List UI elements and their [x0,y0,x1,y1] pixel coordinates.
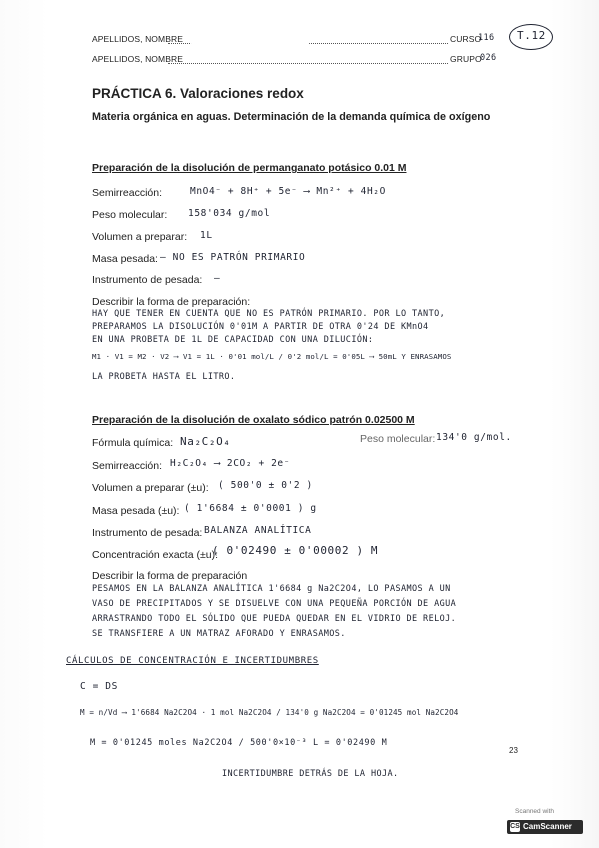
s2-mass-value: ( 1'6684 ± 0'0001 ) g [184,503,317,514]
camscanner-bar [507,820,583,834]
grupo-label: GRUPO [450,54,482,64]
camscanner-brand: CamScanner [523,822,572,831]
s2-mw-value: 134'0 g/mol. [436,432,512,443]
grupo-value: 026 [480,53,497,63]
s2-describe-line-1: PESAMOS EN LA BALANZA ANALÍTICA 1'6684 g Na2C2O4, LO PASAMOS A UN [92,584,451,594]
redacted-name-1 [190,32,310,45]
s2-describe-line-2: VASO DE PRECIPITADOS Y SE DISUELVE CON UNA PEQUEÑA PORCIÓN DE AGUA [92,599,457,609]
s1-describe-line-5: LA PROBETA HASTA EL LITRO. [92,372,236,382]
apellidos-label-1: APELLIDOS, NOMBRE [92,34,183,44]
s1-semireaction-value: MnO4⁻ + 8H⁺ + 5e⁻ ⟶ Mn²⁺ + 4H₂O [190,186,386,197]
s2-volume-value: ( 500'0 ± 0'2 ) [218,480,313,491]
s2-conc-label: Concentración exacta (±u): [92,549,218,561]
s1-mass-label: Masa pesada: [92,253,158,265]
s1-describe-line-3: EN UNA PROBETA DE 1L DE CAPACIDAD CON UNA DILUCIÓN: [92,335,374,345]
calc-line-3: M = 0'01245 moles Na2C2O4 / 500'0×10⁻³ L = 0'02490 M [90,738,388,748]
s2-semireaction-label: Semirreacción: [92,460,163,472]
camscanner-badge [507,808,583,838]
s2-describe-line-4: SE TRANSFIERE A UN MATRAZ AFORADO Y ENRASAMOS. [92,629,346,639]
practice-title: PRÁCTICA 6. Valoraciones redox [92,86,304,101]
tag-value: T.12 [517,29,546,42]
calc-footer-note: INCERTIDUMBRE DETRÁS DE LA HOJA. [222,769,399,779]
curso-value: 116 [478,33,495,43]
s2-describe-line-3: ARRASTRANDO TODO EL SÓLIDO QUE PUEDA QUEDAR EN EL VIDRIO DE RELOJ. [92,614,457,624]
page-number: 23 [509,746,518,755]
calc-line-1: C = DS [80,681,118,692]
section1-heading: Preparación de la disolución de permanganato potásico 0.01 M [92,162,407,174]
s1-mw-value: 158'034 g/mol [188,208,271,219]
s1-instrument-label: Instrumento de pesada: [92,274,203,286]
section2-heading: Preparación de la disolución de oxalato sódico patrón 0.02500 M [92,414,415,426]
scanned-with-label: Scanned with [515,808,555,815]
s1-instrument-value: — [214,273,221,284]
s2-semireaction-value: H₂C₂O₄ ⟶ 2CO₂ + 2e⁻ [170,458,291,469]
s1-describe-line-2: PREPARAMOS LA DISOLUCIÓN 0'01M A PARTIR DE OTRA 0'24 DE KMnO4 [92,322,429,332]
s1-describe-line-4: M1 · V1 = M2 · V2 ⟶ V1 = 1L · 0'01 mol/L / 0'2 mol/L = 0'05L ⟶ 50mL Y ENRASAMOS [92,352,452,361]
s2-formula-label: Fórmula química: [92,437,174,449]
s2-mw-label: Peso molecular: [360,433,436,445]
s1-mw-label: Peso molecular: [92,209,168,221]
s2-instrument-value: BALANZA ANALÍTICA [204,525,312,536]
camscanner-logo-icon: CS [510,823,520,830]
s1-describe-line-1: HAY QUE TENER EN CUENTA QUE NO ES PATRÓN PRIMARIO. POR LO TANTO, [92,309,446,319]
curso-label: CURSO [450,34,482,44]
s1-volume-label: Volumen a preparar: [92,231,188,243]
s1-semireaction-label: Semirreacción: [92,187,163,199]
apellidos-label-2: APELLIDOS, NOMBRE [92,54,183,64]
name-dotted-line-2 [168,63,448,64]
calc-line-2: M = n/Vd ⟶ 1'6684 Na2C2O4 · 1 mol Na2C2O4 / 134'0 g Na2C2O4 = 0'01245 mol Na2C2O4 [80,708,459,717]
s2-instrument-label: Instrumento de pesada: [92,527,203,539]
s2-mass-label: Masa pesada (±u): [92,505,180,517]
s2-describe-label: Describir la forma de preparación [92,570,248,582]
s2-conc-value: ( 0'02490 ± 0'00002 ) M [212,544,379,557]
s2-volume-label: Volumen a preparar (±u): [92,482,209,494]
s1-describe-label: Describir la forma de preparación: [92,296,251,308]
s1-volume-value: 1L [200,230,213,241]
calc-heading: CÁLCULOS DE CONCENTRACIÓN E INCERTIDUMBRES [66,656,319,666]
s1-mass-value: — NO ES PATRÓN PRIMARIO [160,252,306,263]
practice-subtitle: Materia orgánica en aguas. Determinación de la demanda química de oxígeno [92,111,491,123]
s2-formula-value: Na₂C₂O₄ [180,435,231,448]
